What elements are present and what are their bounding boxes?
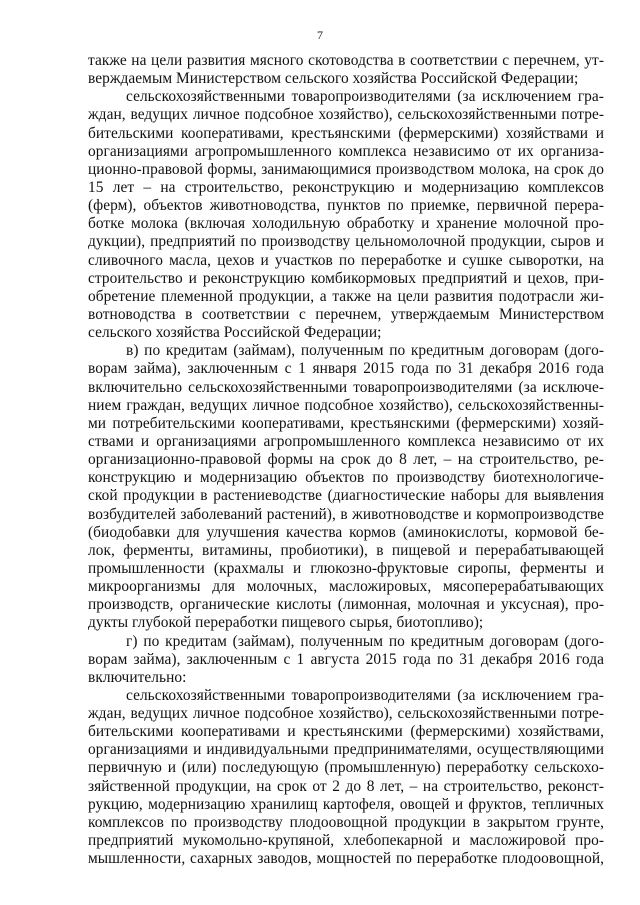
text-line: ботке молока (включая холодильную обработку и хранение молочной про-	[88, 215, 604, 233]
text-line: производств, органические кислоты (лимонная, молочная и уксусная), про-	[88, 596, 604, 614]
text-line: ворам займа), заключенным с 1 августа 2015 года по 31 декабря 2016 года	[88, 650, 604, 668]
text-line: включительно:	[88, 668, 187, 686]
text-line: сельского хозяйства Российской Федерации;	[88, 324, 382, 342]
text-line: мышленности, сахарных заводов, мощностей по переработке плодоовощной,	[88, 850, 604, 868]
text-line: бительскими кооперативами, крестьянскими (фермерскими) хозяйствами и	[88, 124, 604, 142]
text-line: сливочного масла, цехов и участков по переработке и сушке сыворотки, на	[88, 251, 604, 269]
text-line: верждаемым Министерством сельского хозяйства Российской Федерации;	[88, 70, 579, 88]
text-line: организациями и индивидуальными предпринимателями, осуществляющими	[88, 741, 604, 759]
text-line: в) по кредитам (займам), полученным по кредитным договорам (дого-	[126, 342, 604, 360]
text-line: промышленности (крахмалы и глюкозно-фруктовые сиропы, ферменты и	[88, 559, 604, 577]
text-line: возбудителей заболеваний растений), в животноводстве и кормопроизводстве	[88, 505, 604, 523]
text-line: первичную и (или) последующую (промышленную) переработку сельскохо-	[88, 759, 604, 777]
text-line: ционно-правовой формы, занимающимися производством молока, на срок до	[88, 160, 604, 178]
page-number: 7	[317, 28, 323, 42]
text-line: ской продукции в растениеводстве (диагностические наборы для выявления	[88, 487, 604, 505]
text-line: (биодобавки для улучшения качества кормов (аминокислоты, кормовой бе-	[88, 523, 604, 541]
text-line: конструкцию и модернизацию объектов по производству биотехнологиче-	[88, 469, 604, 487]
text-line: вотноводства в соответствии с перечнем, утверждаемым Министерством	[88, 305, 604, 323]
text-line: нием граждан, ведущих личное подсобное хозяйство), сельскохозяйственны-	[88, 396, 604, 414]
text-line: ми потребительскими кооперативами, крестьянскими (фермерскими) хозяй-	[88, 414, 604, 432]
text-line: лок, ферменты, витамины, пробиотики), в пищевой и перерабатывающей	[88, 541, 604, 559]
text-line: также на цели развития мясного скотоводства в соответствии с перечнем, ут-	[88, 52, 604, 69]
text-line: предприятий мукомольно-крупяной, хлебопекарной и масложировой про-	[88, 832, 604, 850]
text-line: рукцию, модернизацию хранилищ картофеля, овощей и фруктов, тепличных	[88, 795, 604, 813]
text-line: включительно сельскохозяйственными товаропроизводителями (за исключе-	[88, 378, 604, 396]
text-line: (ферм), объектов животноводства, пунктов по приемке, первичной перера-	[88, 197, 604, 215]
text-line: обретение племенной продукции, а также на цели развития подотрасли жи-	[88, 287, 604, 305]
text-line: сельскохозяйственными товаропроизводителями (за исключением гра-	[126, 686, 604, 704]
text-line: зяйственной продукции, на срок от 2 до 8 лет, – на строительство, реконст-	[88, 777, 604, 795]
text-line: ждан, ведущих личное подсобное хозяйство), сельскохозяйственными потре-	[88, 106, 604, 124]
text-line: дукции), предприятий по производству цельномолочной продукции, сыров и	[88, 233, 604, 251]
text-line: дукты глубокой переработки пищевого сырья, биотопливо);	[88, 614, 484, 632]
text-line: микроорганизмы для молочных, масложировых, мясоперерабатывающих	[88, 578, 604, 596]
text-line: сельскохозяйственными товаропроизводителями (за исключением гра-	[126, 88, 604, 106]
text-line: г) по кредитам (займам), полученным по кредитным договорам (дого-	[126, 632, 604, 650]
text-line: организационно-правовой формы на срок до 8 лет, – на строительство, ре-	[88, 451, 604, 469]
text-line: ворам займа), заключенным с 1 января 2015 года по 31 декабря 2016 года	[88, 360, 604, 378]
text-line: ствами и организациями агропромышленного комплекса независимо от их	[88, 432, 604, 450]
text-line: комплексов по производству плодоовощной продукции в закрытом грунте,	[88, 813, 604, 831]
text-line: бительскими кооперативами и крестьянскими (фермерскими) хозяйствами,	[88, 723, 604, 741]
text-line: ждан, ведущих личное подсобное хозяйство), сельскохозяйственными потре-	[88, 705, 604, 723]
text-line: 15 лет – на строительство, реконструкцию и модернизацию комплексов	[88, 178, 604, 196]
text-line: строительство и реконструкцию комбикормовых предприятий и цехов, при-	[88, 269, 604, 287]
document-body	[88, 52, 604, 868]
text-line: организациями агропромышленного комплекса независимо от их организа-	[88, 142, 604, 160]
